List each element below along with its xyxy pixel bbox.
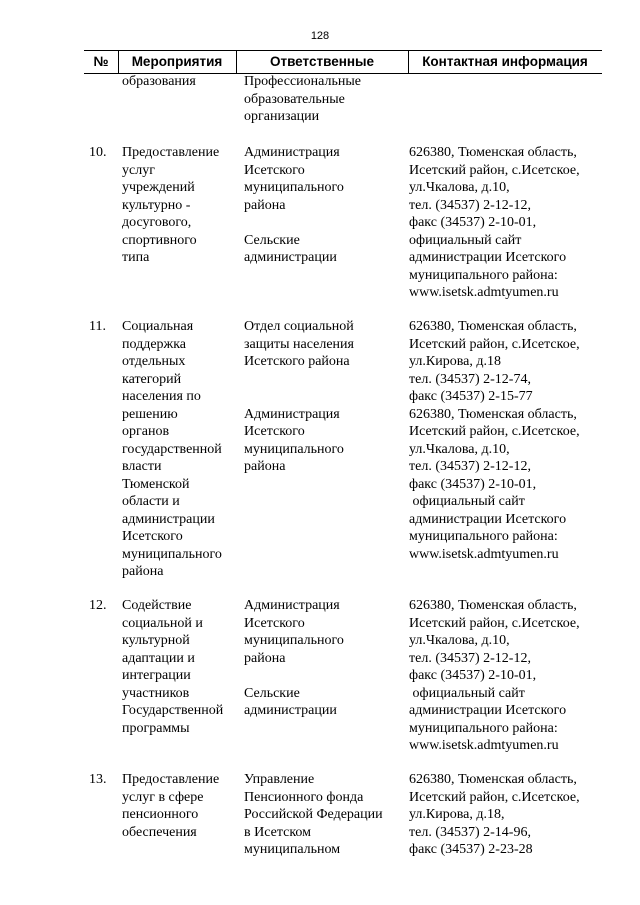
table-header bbox=[84, 50, 602, 74]
row-responsible: Управление Пенсионного фонда Российской Федерации в Исетском муниципальном bbox=[244, 772, 383, 857]
row-event: образования bbox=[122, 74, 196, 89]
row-responsible: Профессиональные образовательные организации bbox=[244, 74, 361, 124]
row-event: Предоставление услуг в сфере пенсионного обеспечения bbox=[122, 772, 220, 840]
row-contact: 626380, Тюменская область, Исетский район, с.Исетское, ул.Кирова, д.18 тел. (34537) 2-12-74, факс (34537) 2-15-77 626380, Тюменская область, Исетский район, с.Исетское, ул.Чкалова, д.10, тел. (34537) 2-12-12, факс (34537) 2-10-01, официальный сайт администрации Исетского муниципального района: www.isetsk.admtyumen.ru bbox=[409, 319, 580, 562]
row-responsible: Администрация Исетского муниципального района Сельские администрации bbox=[244, 145, 344, 265]
row-contact: 626380, Тюменская область, Исетский район, с.Исетское, ул.Чкалова, д.10, тел. (34537) 2-12-12, факс (34537) 2-10-01, официальный сайт администрации Исетского муниципального района: www.isetsk.admtyumen.ru bbox=[409, 145, 580, 300]
header-num: № bbox=[93, 54, 109, 69]
row-number: 10. bbox=[89, 145, 107, 160]
row-contact: 626380, Тюменская область, Исетский район, с.Исетское, ул.Чкалова, д.10, тел. (34537) 2-12-12, факс (34537) 2-10-01, официальный сайт администрации Исетского муниципального района: www.isetsk.admtyumen.ru bbox=[409, 598, 580, 753]
row-number: 11. bbox=[89, 319, 106, 334]
header-events: Мероприятия bbox=[131, 54, 223, 69]
header-contact: Контактная информация bbox=[422, 54, 588, 69]
row-number: 13. bbox=[89, 772, 107, 787]
header-responsible: Ответственные bbox=[269, 54, 375, 69]
row-event: Предоставление услуг учреждений культурно - досугового, спортивного типа bbox=[122, 145, 220, 265]
row-event: Содействие социальной и культурной адаптации и интеграции участников Государственной программы bbox=[122, 598, 224, 736]
row-number: 12. bbox=[89, 598, 107, 613]
row-responsible: Отдел социальной защиты населения Исетского района Администрация Исетского муниципального района bbox=[244, 319, 354, 474]
row-responsible: Администрация Исетского муниципального района Сельские администрации bbox=[244, 598, 344, 718]
row-contact: 626380, Тюменская область, Исетский район, с.Исетское, ул.Кирова, д.18, тел. (34537) 2-14-96, факс (34537) 2-23-28 bbox=[409, 772, 580, 857]
row-event: Социальная поддержка отдельных категорий населения по решению органов государственной власти Тюменской области и администрации Исетского муниципального района bbox=[122, 319, 222, 579]
page-number: 128 bbox=[310, 30, 330, 42]
